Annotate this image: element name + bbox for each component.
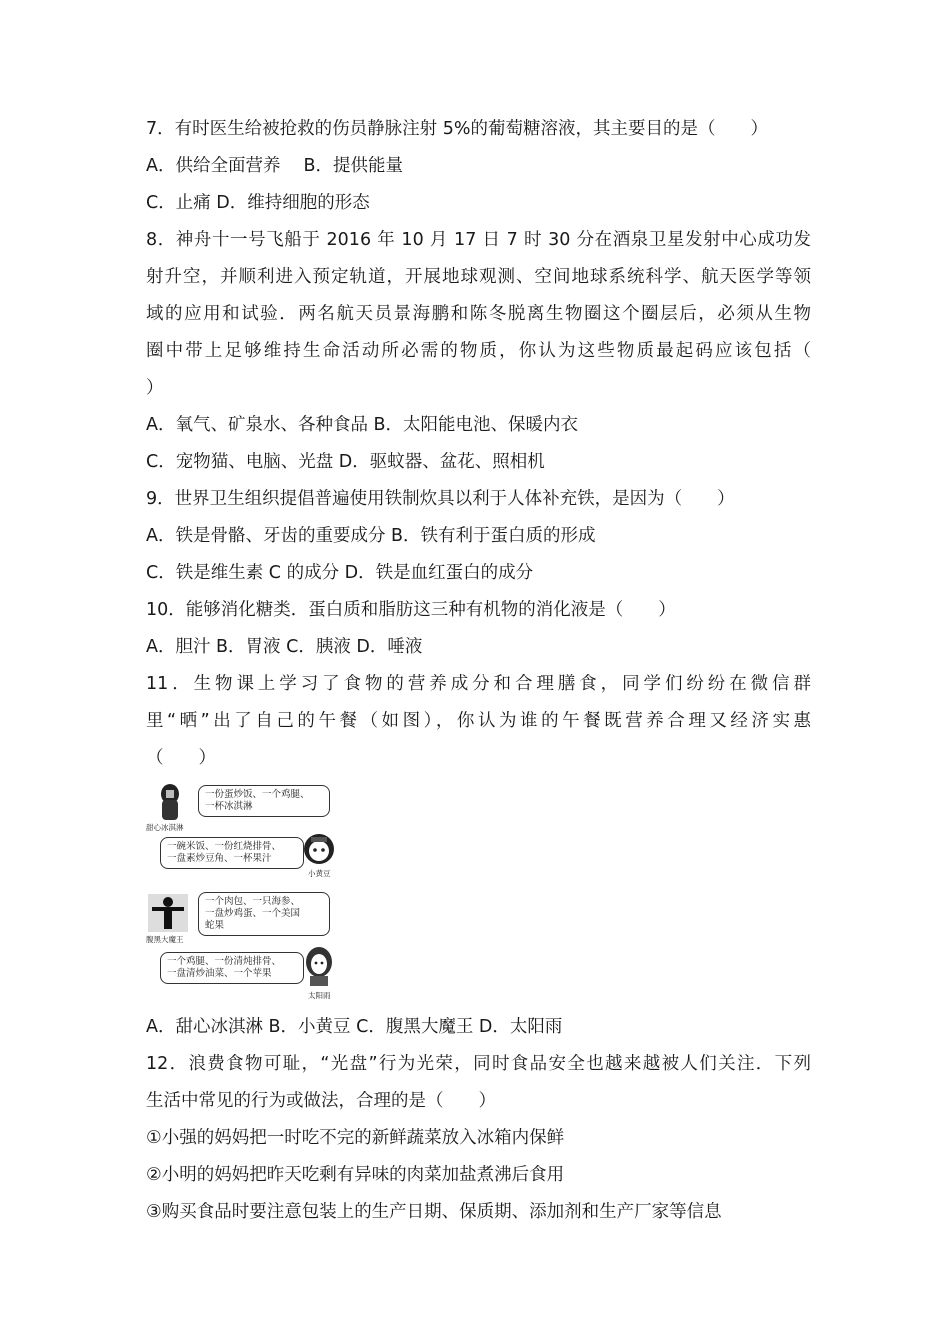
q11-stem-line1: 11．生物课上学习了食物的营养成分和合理膳食，同学们纷纷在微信群 — [146, 674, 811, 694]
q11-lunch-figure — [146, 780, 336, 1002]
q11-options-line1: A．甜心冰淇淋 B．小黄豆 C．腹黑大魔王 D．太阳雨 — [146, 1017, 563, 1037]
person-avatar-icon — [152, 782, 188, 822]
person4-name: 太阳雨 — [308, 991, 331, 1000]
q8-options-line1: A．氧气、矿泉水、各种食品 B．太阳能电池、保暖内衣 — [146, 415, 579, 435]
q9-options-line1: A．铁是骨骼、牙齿的重要成分 B．铁有利于蛋白质的形成 — [146, 526, 596, 546]
person3-name: 腹黑大魔王 — [146, 935, 184, 944]
person1-speech-bubble — [198, 785, 330, 817]
silhouette-icon — [148, 894, 188, 932]
person4-text-line1: 一个鸡腿、一份清炖排骨、 — [167, 956, 282, 967]
q10-options-line1: A．胆汁 B．胃液 C．胰液 D．唾液 — [146, 637, 423, 657]
q11-stem-line2: 里“晒”出了自己的午餐（如图），你认为谁的午餐既营养合理又经济实惠 — [146, 711, 811, 731]
q12-stem-line1: 12．浪费食物可耻，“光盘”行为光荣，同时食品安全也越来越被人们关注．下列 — [146, 1054, 811, 1074]
q7-options-line2: C．止痛 D．维持细胞的形态 — [146, 193, 370, 213]
q8-stem-line4: 圈中带上足够维持生命活动所必需的物质，你认为这些物质最起码应该包括（ — [146, 341, 811, 361]
person3-text-line2: 一盘炒鸡蛋、一个美国 — [205, 908, 301, 919]
cartoon-face-icon — [302, 832, 336, 866]
person1-text-line1: 一份蛋炒饭、一个鸡腿、 — [205, 789, 310, 800]
person2-name: 小黄豆 — [308, 869, 331, 878]
q12-item3: ③购买食品时要注意包装上的生产日期、保质期、添加剂和生产厂家等信息 — [146, 1202, 722, 1222]
person1-name: 甜心冰淇淋 — [146, 823, 184, 832]
girl-portrait-icon — [302, 946, 336, 986]
q7-stem: 7．有时医生给被抢救的伤员静脉注射 5%的葡萄糖溶液，其主要目的是（ ） — [146, 119, 768, 139]
person2-speech-bubble — [160, 837, 304, 869]
q9-stem: 9．世界卫生组织提倡普遍使用铁制炊具以利于人体补充铁，是因为（ ） — [146, 489, 735, 509]
q10-stem: 10．能够消化糖类．蛋白质和脂肪这三种有机物的消化液是（ ） — [146, 600, 676, 620]
person3-text-line1: 一个肉包、一只海参、 — [205, 896, 301, 907]
q8-stem-line5: ） — [146, 378, 164, 398]
q12-stem-line2: 生活中常见的行为或做法，合理的是（ ） — [146, 1091, 496, 1111]
q8-stem-line1: 8．神舟十一号飞船于 2016 年 10 月 17 日 7 时 30 分在酒泉卫星发射中心成功发 — [146, 230, 811, 250]
q8-stem-line3: 域的应用和试验．两名航天员景海鹏和陈冬脱离生物圈这个圈层后，必须从生物 — [146, 304, 811, 324]
q9-options-line2: C．铁是维生素 C 的成分 D．铁是血红蛋白的成分 — [146, 563, 534, 583]
person4-text-line2: 一盘清炒油菜、一个苹果 — [167, 968, 272, 979]
q8-stem-line2: 射升空，并顺利进入预定轨道，开展地球观测、空间地球系统科学、航天医学等领 — [146, 267, 811, 287]
person2-text-line2: 一盘素炒豆角、一杯果汁 — [167, 853, 272, 864]
person3-text-line3: 蛇果 — [205, 920, 225, 931]
q11-stem-line3: （ ） — [146, 748, 216, 768]
q12-item2: ②小明的妈妈把昨天吃剩有异味的肉菜加盐煮沸后食用 — [146, 1165, 565, 1185]
person2-text-line1: 一碗米饭、一份红烧排骨、 — [167, 841, 282, 852]
person1-text-line2: 一杯冰淇淋 — [205, 801, 253, 812]
q7-options-line1: A．供给全面营养 B．提供能量 — [146, 156, 404, 176]
person4-speech-bubble — [160, 952, 304, 984]
person3-speech-bubble — [198, 892, 330, 936]
q8-options-line2: C．宠物猫、电脑、光盘 D．驱蚊器、盆花、照相机 — [146, 452, 545, 472]
q12-item1: ①小强的妈妈把一时吃不完的新鲜蔬菜放入冰箱内保鲜 — [146, 1128, 565, 1148]
